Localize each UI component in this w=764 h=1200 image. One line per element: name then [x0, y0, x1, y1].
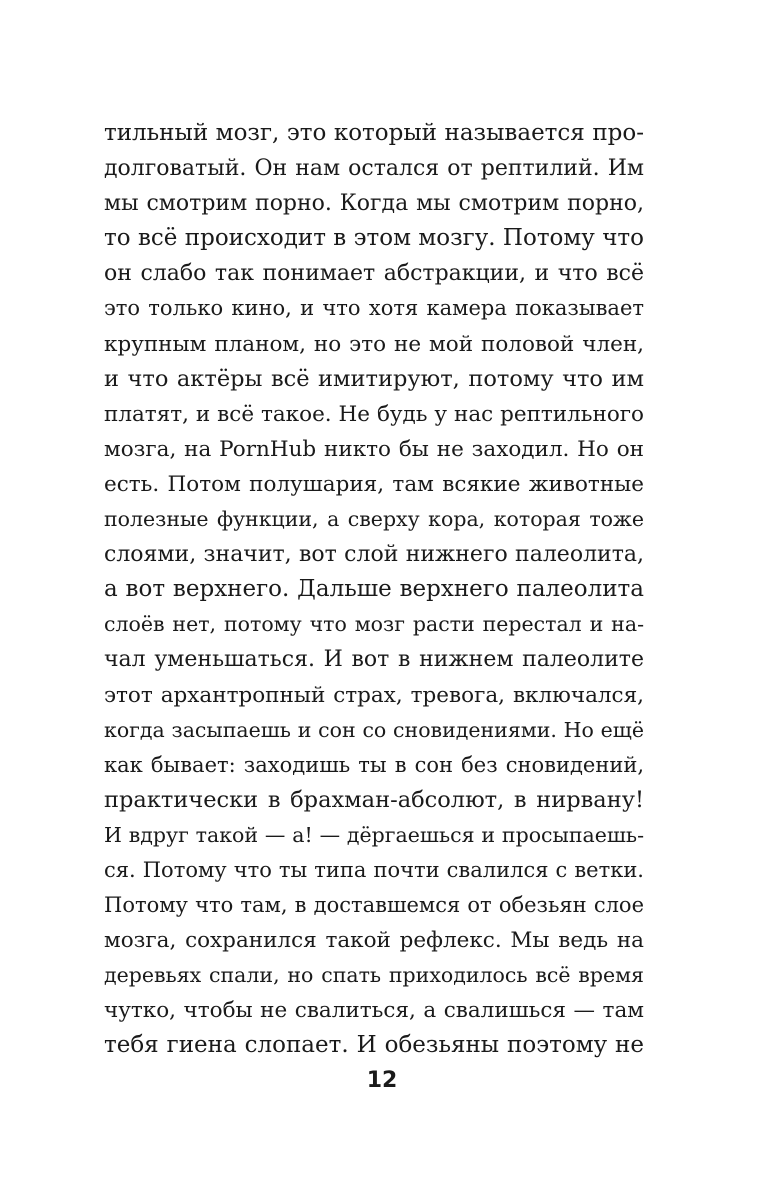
text-line: этот архантропный страх, тревога, включался,: [104, 682, 644, 708]
text-line: мы смотрим порно. Когда мы смотрим порно,: [104, 191, 644, 217]
text-line: слоями, значит, вот слой нижнего палеолита,: [104, 542, 644, 568]
text-line: есть. Потом полушария, там всякие животные: [104, 471, 644, 497]
text-line: чутко, чтобы не свалиться, а свалишься — там: [104, 998, 644, 1024]
text-line: и что актёры всё имитируют, потому что им: [104, 365, 644, 392]
text-line: деревьях спали, но спать приходилось всё время: [104, 963, 644, 988]
text-line: когда засыпаешь и сон со сновидениями. Но ещё: [104, 717, 644, 742]
text-line: Потому что там, в доставшемся от обезьян слое: [104, 893, 644, 918]
page-number: 12: [366, 1068, 398, 1093]
text-line: ся. Потому что ты типа почти свалился с ветки.: [104, 857, 644, 882]
text-line: как бывает: заходишь ты в сон без сновидений,: [104, 752, 644, 777]
text-line: то всё происходит в этом мозгу. Потому что: [104, 225, 644, 252]
text-line: чал уменьшаться. И вот в нижнем палеолите: [104, 647, 644, 673]
text-line: мозга, на PornHub никто бы не заходил. Но он: [104, 436, 644, 462]
text-line: он слабо так понимает абстракции, и что всё: [104, 261, 644, 287]
text-line: это только кино, и что хотя камера показывает: [104, 296, 644, 321]
text-line: а вот верхнего. Дальше верхнего палеолита: [104, 576, 644, 603]
text-line: мозга, сохранился такой рефлекс. Мы ведь на: [104, 928, 644, 954]
text-line: тильный мозг, это который называется про-: [104, 120, 644, 146]
text-line: платят, и всё такое. Не будь у нас рептильного: [104, 401, 644, 427]
text-line: полезные функции, а сверху кора, которая тоже: [104, 507, 644, 532]
text-line: тебя гиена слопает. И обезьяны поэтому не: [104, 1032, 644, 1059]
text-line: И вдруг такой — а! — дёргаешься и просыпаешь-: [104, 822, 644, 847]
body-text: [104, 116, 644, 1064]
text-line: крупным планом, но это не мой половой член,: [104, 331, 644, 357]
text-line: долговатый. Он нам остался от рептилий. Им: [104, 156, 644, 182]
text-line: практически в брахман-абсолют, в нирвану!: [104, 786, 644, 813]
text-line: слоёв нет, потому что мозг расти перестал и на-: [104, 612, 644, 637]
